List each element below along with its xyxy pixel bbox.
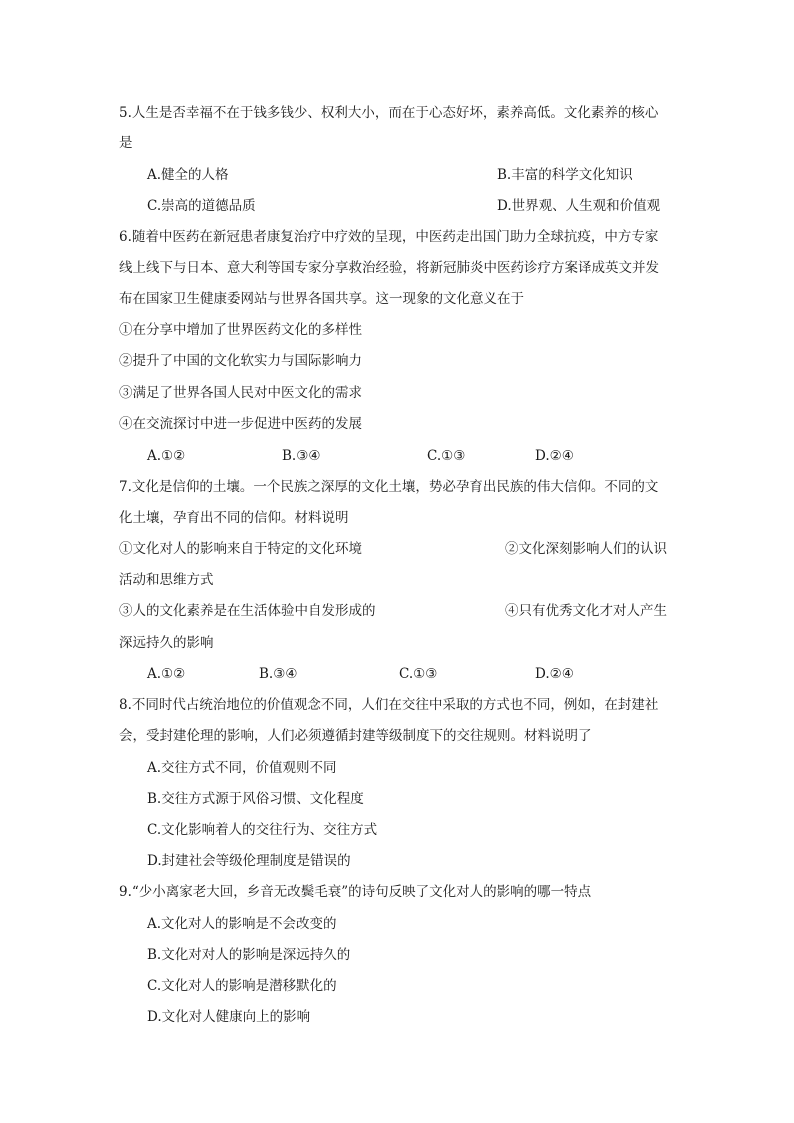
q6-option-b: B.③④ xyxy=(282,448,321,464)
q8-option-b: B.交往方式源于风俗习惯、文化程度 xyxy=(147,791,364,807)
q6-option-a: A.①② xyxy=(147,448,186,464)
q6-item-2: ②提升了中国的文化软实力与国际影响力 xyxy=(119,353,362,369)
q7-item-2-cont: 活动和思维方式 xyxy=(119,572,214,588)
q9-option-d: D.文化对人健康向上的影响 xyxy=(147,1009,311,1025)
q5-stem-line1: 5.人生是否幸福不在于钱多钱少、权利大小，而在于心态好坏，素养高低。文化素养的核心 xyxy=(119,105,659,121)
q7-option-c: C.①③ xyxy=(399,666,438,682)
q9-option-a: A.文化对人的影响是不会改变的 xyxy=(147,916,337,932)
q7-item-3: ③人的文化素养是在生活体验中自发形成的 xyxy=(119,603,376,619)
q7-stem-line1: 7.文化是信仰的土壤。一个民族之深厚的文化土壤，势必孕育出民族的伟大信仰。不同的文 xyxy=(119,479,659,495)
q6-stem-line1: 6.随着中医药在新冠患者康复治疗中疗效的呈现，中医药走出国门助力全球抗疫，中方专家 xyxy=(119,229,659,245)
q6-stem-line3: 布在国家卫生健康委网站与世界各国共享。这一现象的文化意义在于 xyxy=(119,291,524,307)
q5-option-a: A.健全的人格 xyxy=(147,167,229,183)
q8-stem-line1: 8.不同时代占统治地位的价值观念不同，人们在交往中采取的方式也不同，例如，在封建社 xyxy=(119,697,659,713)
q5-option-c: C.崇高的道德品质 xyxy=(147,198,256,214)
q5-option-d: D.世界观、人生观和价值观 xyxy=(497,198,661,214)
q6-item-4: ④在交流探讨中进一步促进中医药的发展 xyxy=(119,416,362,432)
q7-option-d: D.②④ xyxy=(535,666,574,682)
q6-item-3: ③满足了世界各国人民对中医文化的需求 xyxy=(119,385,362,401)
q8-option-d: D.封建社会等级伦理制度是错误的 xyxy=(147,853,351,869)
q9-stem-line1: 9.“少小离家老大回，乡音无改鬓毛衰”的诗句反映了文化对人的影响的哪一特点 xyxy=(119,884,592,900)
q7-option-a: A.①② xyxy=(147,666,186,682)
q7-stem-line2: 化土壤，孕育出不同的信仰。材料说明 xyxy=(119,510,349,526)
q9-option-b: B.文化对对人的影响是深远持久的 xyxy=(147,947,351,963)
q7-item-1: ①文化对人的影响来自于特定的文化环境 xyxy=(119,541,362,557)
q5-option-b: B.丰富的科学文化知识 xyxy=(497,167,633,183)
q8-stem-line2: 会，受封建伦理的影响，人们必须遵循封建等级制度下的交往规则。材料说明了 xyxy=(119,728,592,744)
q7-item-2: ②文化深刻影响人们的认识 xyxy=(505,541,667,557)
q8-option-c: C.文化影响着人的交往行为、交往方式 xyxy=(147,822,378,838)
q7-item-4: ④只有优秀文化才对人产生 xyxy=(505,603,667,619)
q6-item-1: ①在分享中增加了世界医药文化的多样性 xyxy=(119,322,362,338)
q9-option-c: C.文化对人的影响是潜移默化的 xyxy=(147,978,337,994)
q6-stem-line2: 线上线下与日本、意大利等国专家分享救治经验，将新冠肺炎中医药诊疗方案译成英文并发 xyxy=(119,260,659,276)
q7-item-4-cont: 深远持久的影响 xyxy=(119,635,214,651)
q6-option-c: C.①③ xyxy=(427,448,466,464)
q5-stem-line2: 是 xyxy=(119,135,133,151)
q7-option-b: B.③④ xyxy=(259,666,298,682)
q8-option-a: A.交往方式不同，价值观则不同 xyxy=(147,760,337,776)
q6-option-d: D.②④ xyxy=(535,448,574,464)
